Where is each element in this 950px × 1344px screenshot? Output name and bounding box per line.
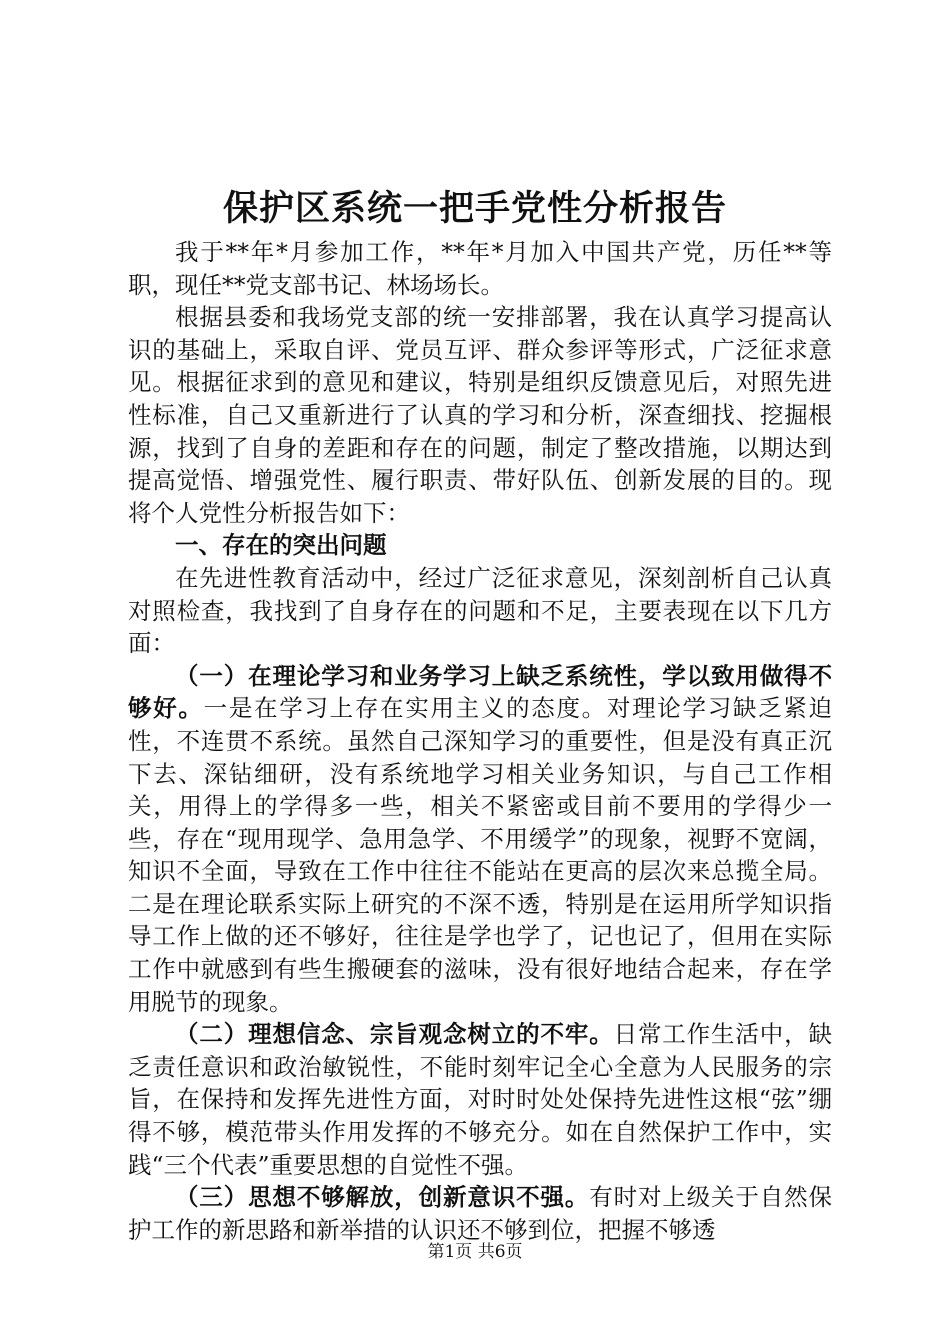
problem-item-3-title: （三）思想不够解放，创新意识不强。 xyxy=(175,1183,590,1212)
document-title: 保护区系统一把手党性分析报告 xyxy=(222,189,727,229)
problem-item-2-title: （二）理想信念、宗旨观念树立的不牢。 xyxy=(175,1020,614,1049)
problem-item-3 xyxy=(128,1181,832,1246)
problem-item-1 xyxy=(128,660,832,1019)
problem-item-1-text: 一是在学习上存在实用主义的态度。对理论学习缺乏紧迫性，不连贯不系统。虽然自己深知学习的重要性，但是没有真正沉下去、深钻细研，没有系统地学习相关业务知识，与自己工作相关，用得上的学得多一些，相关不紧密或目前不要用的学得少一些，存在“现用现学、急用急学、不用缓学”的现象，视野不宽阔，知识不全面，导致在工作中往往不能站在更高的层次来总揽全局。二是在理论联系实际上研究的不深不透，特别是在运用所学知识指导工作上做的还不够好，往往是学也学了，记也记了，但用在实际工作中就感到有些生搬硬套的滋味，没有很好地结合起来，存在学用脱节的现象。 xyxy=(128,694,833,1016)
section-heading: 一、存在的突出问题 xyxy=(175,531,387,560)
paragraph-background: 根据县委和我场党支部的统一安排部署，我在认真学习提高认识的基础上，采取自评、党员互评、群众参评等形式，广泛征求意见。根据征求到的意见和建议，特别是组织反馈意见后，对照先进性标准，自己又重新进行了认真的学习和分析，深查细找、挖掘根源，找到了自身的差距和存在的问题，制定了整改措施，以期达到提高觉悟、增强党性、履行职责、带好队伍、创新发展的目的。现将个人党性分析报告如下： xyxy=(128,303,832,527)
problem-item-2 xyxy=(128,1018,832,1181)
problem-item-1-title: （一）在理论学习和业务学习上缺乏系统性，学以致用做得不够好。 xyxy=(128,661,832,723)
section-intro: 在先进性教育活动中，经过广泛征求意见，深刻剖析自己认真对照检查，我找到了自身存在的问题和不足，主要表现在以下几方面： xyxy=(128,563,832,658)
document-body xyxy=(128,236,832,1246)
problem-item-2-text: 日常工作生活中，缺乏责任意识和政治敏锐性，不能时刻牢记全心全意为人民服务的宗旨，在保持和发挥先进性方面，对时时处处保持先进性这根“弦”绷得不够，模范带头作用发挥的不够充分。如在自然保护工作中，实践“三个代表”重要思想的自觉性不强。 xyxy=(128,1020,833,1179)
paragraph-intro: 我于**年*月参加工作，**年*月加入中国共产党，历任**等职，现任**党支部书记、林场场长。 xyxy=(128,238,832,299)
page-footer: 第1页 共6页 xyxy=(427,1242,523,1262)
problem-item-3-text: 有时对上级关于自然保护工作的新思路和新举措的认识还不够到位，把握不够透 xyxy=(128,1183,833,1244)
